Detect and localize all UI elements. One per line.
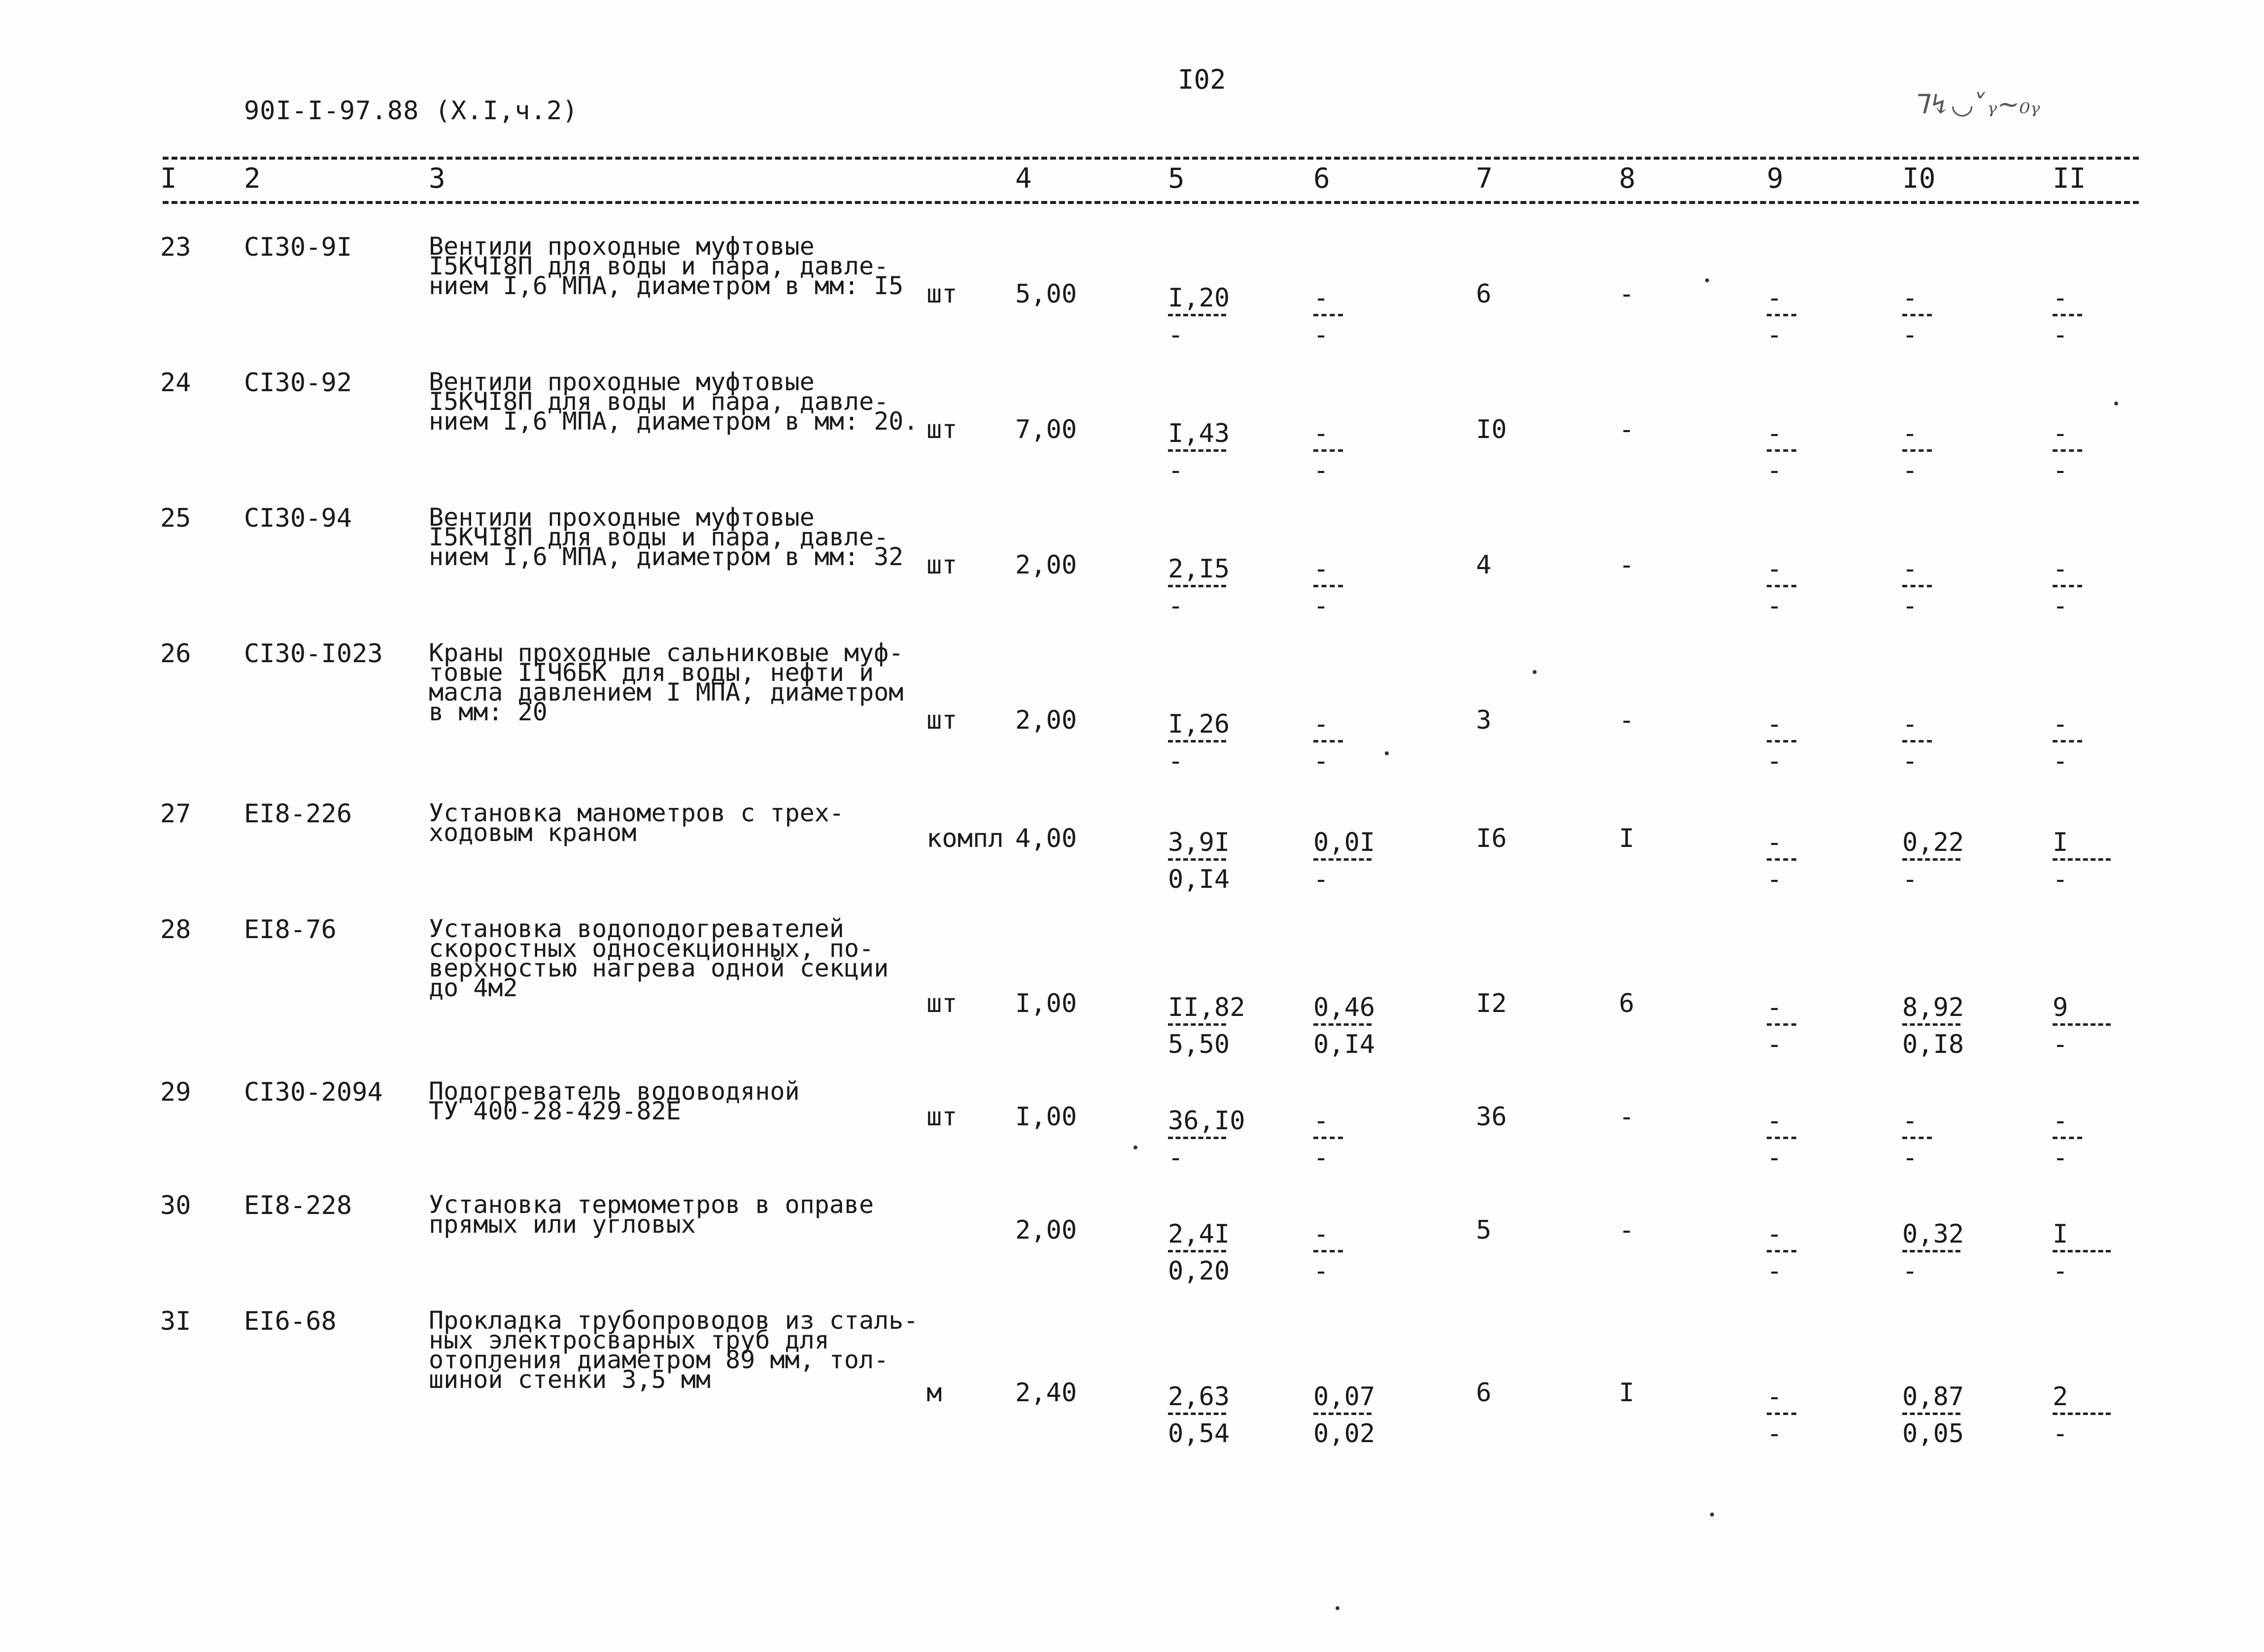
- quantity: 7,00: [1015, 415, 1077, 444]
- col11-value-numerator: -: [2053, 709, 2068, 739]
- col5-value: [1168, 1219, 1247, 1285]
- fraction-rule: [1313, 740, 1343, 742]
- page-number: I02: [1178, 64, 1226, 95]
- col8-value: -: [1619, 1215, 1635, 1245]
- col6-value-numerator: -: [1313, 419, 1329, 448]
- fraction-rule: [2053, 1250, 2111, 1252]
- col11-value: [2053, 828, 2131, 893]
- quantity: 4,00: [1015, 824, 1077, 853]
- col9-value-numerator: -: [1767, 554, 1783, 584]
- document-code: 90I-I-97.88 (X.I,ч.2): [244, 96, 579, 126]
- quantity: 2,40: [1015, 1378, 1077, 1408]
- col5-value: [1168, 828, 1247, 893]
- row-number: 24: [160, 368, 191, 398]
- fraction-rule: [1767, 449, 1796, 452]
- col9-value-numerator: -: [1767, 828, 1783, 857]
- col7-value: I6: [1476, 824, 1507, 853]
- fraction-rule: [1902, 585, 1932, 587]
- column-header-5: 5: [1168, 163, 1185, 195]
- col11-value-denominator: -: [2053, 865, 2068, 894]
- col9-value: [1767, 1382, 1846, 1448]
- fraction-rule: [1902, 449, 1932, 452]
- col5-value-denominator: 5,50: [1168, 1030, 1230, 1059]
- col10-value: [1902, 828, 1981, 893]
- scan-speck: [1710, 1513, 1714, 1517]
- fraction-rule: [1313, 1137, 1343, 1139]
- col10-value-denominator: -: [1902, 456, 1918, 485]
- unit: шт: [926, 550, 958, 580]
- fraction-rule: [1902, 1137, 1932, 1139]
- col10-value-numerator: 8,92: [1902, 993, 1964, 1022]
- item-description: Краны проходные сальниковые муф- товые IIЧ6БК для воды, нефти и масла давлением I МПА, диаметром в мм: 20: [429, 639, 904, 726]
- unit: компл: [926, 824, 1004, 853]
- col6-value: [1313, 283, 1392, 349]
- col9-value-denominator: -: [1767, 1030, 1783, 1059]
- fraction-rule: [1767, 1413, 1796, 1415]
- col11-value-numerator: I: [2053, 1219, 2068, 1249]
- col8-value: 6: [1619, 989, 1635, 1018]
- quantity: 2,00: [1015, 706, 1077, 735]
- col6-value-denominator: 0,02: [1313, 1419, 1375, 1449]
- scan-speck: [1385, 751, 1389, 755]
- col5-value-denominator: 0,54: [1168, 1419, 1230, 1449]
- item-description: Установка манометров с трех- ходовым краном: [429, 799, 844, 847]
- col6-value-numerator: -: [1313, 1106, 1329, 1136]
- col9-value-denominator: -: [1767, 746, 1783, 776]
- col5-value: [1168, 419, 1247, 484]
- col8-value: -: [1619, 279, 1635, 309]
- fraction-rule: [1168, 1250, 1226, 1252]
- col5-value: [1168, 1106, 1247, 1172]
- col6-value-denominator: 0,I4: [1313, 1030, 1375, 1059]
- col8-value: I: [1619, 1378, 1635, 1408]
- handwritten-stamp: ᒣ↯◡˅ᵧ~₀ᵧ: [1912, 89, 2040, 120]
- col6-value-numerator: -: [1313, 1219, 1329, 1249]
- column-header-II: II: [2053, 163, 2086, 195]
- col10-value-denominator: -: [1902, 1256, 1918, 1286]
- col11-value-denominator: -: [2053, 591, 2068, 621]
- col10-value-numerator: -: [1902, 283, 1918, 313]
- col9-value: [1767, 554, 1846, 620]
- fraction-rule: [1767, 858, 1796, 861]
- col5-value-numerator: 2,63: [1168, 1382, 1230, 1412]
- unit: шт: [926, 989, 958, 1018]
- col5-value: [1168, 709, 1247, 775]
- col7-value: 6: [1476, 279, 1492, 309]
- fraction-rule: [1313, 449, 1343, 452]
- col5-value-numerator: II,82: [1168, 993, 1245, 1022]
- col11-value-numerator: -: [2053, 554, 2068, 584]
- fraction-rule: [1902, 1250, 1960, 1252]
- column-header-6: 6: [1313, 163, 1330, 195]
- fraction-rule: [1313, 314, 1343, 316]
- col10-value: [1902, 419, 1981, 484]
- row-number: 27: [160, 799, 191, 829]
- col9-value-numerator: -: [1767, 419, 1783, 448]
- col11-value-numerator: -: [2053, 419, 2068, 448]
- fraction-rule: [1767, 1137, 1796, 1139]
- col7-value: I0: [1476, 415, 1507, 444]
- fraction-rule: [1313, 858, 1372, 861]
- col7-value: 5: [1476, 1215, 1492, 1245]
- quantity: 2,00: [1015, 550, 1077, 580]
- row-number: 23: [160, 233, 191, 262]
- rate-code: EI8-226: [244, 799, 352, 829]
- col6-value-denominator: -: [1313, 746, 1329, 776]
- col5-value-numerator: 2,4I: [1168, 1219, 1230, 1249]
- col6-value: [1313, 419, 1392, 484]
- col10-value: [1902, 1382, 1981, 1448]
- rate-code: EI8-228: [244, 1191, 352, 1220]
- col8-value: I: [1619, 824, 1635, 853]
- fraction-rule: [1902, 314, 1932, 316]
- col5-value-denominator: -: [1168, 320, 1184, 350]
- col6-value: [1313, 554, 1392, 620]
- col9-value: [1767, 1219, 1846, 1285]
- col5-value-denominator: -: [1168, 746, 1184, 776]
- col11-value: [2053, 283, 2131, 349]
- col9-value-denominator: -: [1767, 865, 1783, 894]
- row-number: 29: [160, 1078, 191, 1107]
- quantity: I,00: [1015, 1102, 1077, 1132]
- col6-value-numerator: 0,46: [1313, 993, 1375, 1022]
- col9-value: [1767, 993, 1846, 1058]
- column-header-2: 2: [244, 163, 261, 195]
- unit: шт: [926, 1102, 958, 1132]
- col11-value: [2053, 1219, 2131, 1285]
- column-header-I: I: [160, 163, 177, 195]
- column-header-7: 7: [1476, 163, 1493, 195]
- col11-value: [2053, 419, 2131, 484]
- rate-code: CI30-92: [244, 368, 352, 398]
- col9-value-denominator: -: [1767, 1256, 1783, 1286]
- item-description: Вентили проходные муфтовые I5КЧI8П для воды и пара, давле- нием I,6 МПА, диаметром в мм: 32: [429, 503, 904, 571]
- row-number: 3I: [160, 1307, 191, 1336]
- col6-value-denominator: -: [1313, 320, 1329, 350]
- item-description: Подогреватель водоводяной ТУ 400-28-429-82Е: [429, 1077, 800, 1125]
- col11-value-numerator: I: [2053, 828, 2068, 857]
- col10-value-denominator: 0,05: [1902, 1419, 1964, 1449]
- col10-value: [1902, 1219, 1981, 1285]
- col9-value: [1767, 1106, 1846, 1172]
- col5-value-numerator: I,26: [1168, 709, 1230, 739]
- column-header-9: 9: [1767, 163, 1784, 195]
- unit: шт: [926, 706, 958, 735]
- col11-value: [2053, 1382, 2131, 1448]
- col10-value: [1902, 554, 1981, 620]
- col6-value: [1313, 828, 1392, 893]
- col11-value-denominator: -: [2053, 1256, 2068, 1286]
- unit: м: [926, 1378, 942, 1408]
- col11-value: [2053, 709, 2131, 775]
- col5-value: [1168, 283, 1247, 349]
- col6-value: [1313, 993, 1392, 1058]
- col9-value-numerator: -: [1767, 993, 1783, 1022]
- col6-value-numerator: -: [1313, 554, 1329, 584]
- fraction-rule: [1767, 314, 1796, 316]
- col5-value-numerator: I,43: [1168, 419, 1230, 448]
- col10-value-denominator: -: [1902, 320, 1918, 350]
- rate-code: CI30-2094: [244, 1078, 383, 1107]
- col7-value: 3: [1476, 706, 1492, 735]
- col6-value-numerator: -: [1313, 709, 1329, 739]
- col7-value: 4: [1476, 550, 1492, 580]
- col5-value-denominator: 0,20: [1168, 1256, 1230, 1286]
- column-header-I0: I0: [1902, 163, 1936, 195]
- item-description: Установка термометров в оправе прямых или угловых: [429, 1190, 874, 1239]
- quantity: 2,00: [1015, 1215, 1077, 1245]
- fraction-rule: [2053, 858, 2111, 861]
- item-description: Прокладка трубопроводов из сталь- ных электросварных труб для отопления диаметром 89 мм, тол- шиной стенки 3,5 мм: [429, 1306, 919, 1394]
- col9-value-numerator: -: [1767, 709, 1783, 739]
- fraction-rule: [2053, 449, 2082, 452]
- col9-value-denominator: -: [1767, 320, 1783, 350]
- col9-value-numerator: -: [1767, 1382, 1783, 1412]
- col10-value-denominator: -: [1902, 591, 1918, 621]
- col11-value-denominator: -: [2053, 1143, 2068, 1173]
- col10-value-numerator: -: [1902, 709, 1918, 739]
- col6-value-denominator: -: [1313, 456, 1329, 485]
- column-header-8: 8: [1619, 163, 1636, 195]
- col6-value-numerator: 0,0I: [1313, 828, 1375, 857]
- col5-value-numerator: I,20: [1168, 283, 1230, 313]
- col10-value-denominator: -: [1902, 1143, 1918, 1173]
- col10-value: [1902, 283, 1981, 349]
- col9-value-numerator: -: [1767, 1219, 1783, 1249]
- col9-value: [1767, 283, 1846, 349]
- col10-value-numerator: -: [1902, 1106, 1918, 1136]
- rate-code: CI30-94: [244, 504, 352, 533]
- scan-speck: [1705, 278, 1709, 282]
- row-number: 25: [160, 504, 191, 533]
- fraction-rule: [1767, 1250, 1796, 1252]
- col6-value: [1313, 709, 1392, 775]
- col5-value-denominator: -: [1168, 1143, 1184, 1173]
- col5-value-numerator: 36,I0: [1168, 1106, 1245, 1136]
- col6-value-numerator: 0,07: [1313, 1382, 1375, 1412]
- col9-value: [1767, 709, 1846, 775]
- col11-value-denominator: -: [2053, 1030, 2068, 1059]
- col11-value-numerator: 2: [2053, 1382, 2068, 1412]
- fraction-rule: [1767, 740, 1796, 742]
- fraction-rule: [1313, 1250, 1343, 1252]
- col6-value: [1313, 1219, 1392, 1285]
- col9-value-numerator: -: [1767, 1106, 1783, 1136]
- col11-value-denominator: -: [2053, 456, 2068, 485]
- col5-value-denominator: 0,I4: [1168, 865, 1230, 894]
- fraction-rule: [1313, 1413, 1372, 1415]
- col10-value-denominator: -: [1902, 865, 1918, 894]
- col5-value: [1168, 1382, 1247, 1448]
- col7-value: 36: [1476, 1102, 1507, 1132]
- col10-value-denominator: 0,I8: [1902, 1030, 1964, 1059]
- rate-code: EI8-76: [244, 915, 337, 944]
- item-description: Вентили проходные муфтовые I5КЧI8П для воды и пара, давле- нием I,6 МПА, диаметром в мм: I5: [429, 232, 904, 300]
- col6-value-denominator: -: [1313, 1256, 1329, 1286]
- col10-value-numerator: 0,32: [1902, 1219, 1964, 1249]
- col10-value-numerator: 0,22: [1902, 828, 1964, 857]
- rate-code: EI6-68: [244, 1307, 337, 1336]
- quantity: I,00: [1015, 989, 1077, 1018]
- fraction-rule: [1313, 1023, 1372, 1026]
- fraction-rule: [1168, 1023, 1226, 1026]
- rate-code: CI30-9I: [244, 233, 352, 262]
- col9-value: [1767, 419, 1846, 484]
- col11-value: [2053, 1106, 2131, 1172]
- fraction-rule: [1168, 314, 1226, 316]
- rate-code: CI30-I023: [244, 639, 383, 669]
- col9-value-denominator: -: [1767, 591, 1783, 621]
- col11-value-numerator: -: [2053, 283, 2068, 313]
- col5-value-numerator: 3,9I: [1168, 828, 1230, 857]
- col11-value-denominator: -: [2053, 746, 2068, 776]
- col11-value-numerator: 9: [2053, 993, 2068, 1022]
- fraction-rule: [2053, 1137, 2082, 1139]
- col11-value-denominator: -: [2053, 320, 2068, 350]
- fraction-rule: [1767, 1023, 1796, 1026]
- col5-value: [1168, 554, 1247, 620]
- col11-value: [2053, 993, 2131, 1058]
- unit: шт: [926, 415, 958, 444]
- col5-value-denominator: -: [1168, 591, 1184, 621]
- col8-value: -: [1619, 550, 1635, 580]
- fraction-rule: [1168, 449, 1226, 452]
- fraction-rule: [1168, 585, 1226, 587]
- item-description: Установка водоподогревателей скоростных односекционных, по- верхностью нагрева одной секции до 4м2: [429, 914, 889, 1002]
- col6-value-denominator: -: [1313, 865, 1329, 894]
- item-description: Вентили проходные муфтовые I5КЧI8П для воды и пара, давле- нием I,6 МПА, диаметром в мм: 20.: [429, 368, 919, 436]
- col11-value-denominator: -: [2053, 1419, 2068, 1449]
- fraction-rule: [2053, 585, 2082, 587]
- quantity: 5,00: [1015, 279, 1077, 309]
- col6-value-numerator: -: [1313, 283, 1329, 313]
- col10-value-numerator: 0,87: [1902, 1382, 1964, 1412]
- fraction-rule: [1168, 740, 1226, 742]
- col6-value: [1313, 1106, 1392, 1172]
- col11-value: [2053, 554, 2131, 620]
- col8-value: -: [1619, 415, 1635, 444]
- col5-value: [1168, 993, 1247, 1058]
- col9-value-denominator: -: [1767, 1419, 1783, 1449]
- col5-value-denominator: -: [1168, 456, 1184, 485]
- header-top-rule: [163, 157, 2139, 160]
- fraction-rule: [2053, 740, 2082, 742]
- row-number: 30: [160, 1191, 191, 1220]
- scan-speck: [1533, 670, 1537, 674]
- column-header-4: 4: [1015, 163, 1032, 195]
- fraction-rule: [1313, 585, 1343, 587]
- row-number: 28: [160, 915, 191, 944]
- col8-value: -: [1619, 706, 1635, 735]
- col9-value-denominator: -: [1767, 1143, 1783, 1173]
- scan-speck: [1133, 1146, 1137, 1149]
- fraction-rule: [2053, 1413, 2111, 1415]
- header-bottom-rule: [163, 201, 2139, 204]
- col8-value: -: [1619, 1102, 1635, 1132]
- fraction-rule: [1902, 858, 1960, 861]
- col9-value-numerator: -: [1767, 283, 1783, 313]
- col6-value: [1313, 1382, 1392, 1448]
- column-header-3: 3: [429, 163, 446, 195]
- scan-speck: [1336, 1606, 1339, 1610]
- col6-value-denominator: -: [1313, 1143, 1329, 1173]
- fraction-rule: [1767, 585, 1796, 587]
- col9-value: [1767, 828, 1846, 893]
- fraction-rule: [1902, 740, 1932, 742]
- col11-value-numerator: -: [2053, 1106, 2068, 1136]
- scan-speck: [2114, 402, 2118, 405]
- col10-value-numerator: -: [1902, 554, 1918, 584]
- col6-value-denominator: -: [1313, 591, 1329, 621]
- col7-value: I2: [1476, 989, 1507, 1018]
- fraction-rule: [2053, 314, 2082, 316]
- fraction-rule: [1902, 1023, 1960, 1026]
- fraction-rule: [1168, 1137, 1226, 1139]
- col9-value-denominator: -: [1767, 456, 1783, 485]
- fraction-rule: [1168, 858, 1226, 861]
- col10-value: [1902, 993, 1981, 1058]
- col10-value-denominator: -: [1902, 746, 1918, 776]
- unit: шт: [926, 279, 958, 309]
- col7-value: 6: [1476, 1378, 1492, 1408]
- fraction-rule: [2053, 1023, 2111, 1026]
- col10-value-numerator: -: [1902, 419, 1918, 448]
- fraction-rule: [1168, 1413, 1226, 1415]
- row-number: 26: [160, 639, 191, 669]
- fraction-rule: [1902, 1413, 1960, 1415]
- col10-value: [1902, 1106, 1981, 1172]
- col5-value-numerator: 2,I5: [1168, 554, 1230, 584]
- col10-value: [1902, 709, 1981, 775]
